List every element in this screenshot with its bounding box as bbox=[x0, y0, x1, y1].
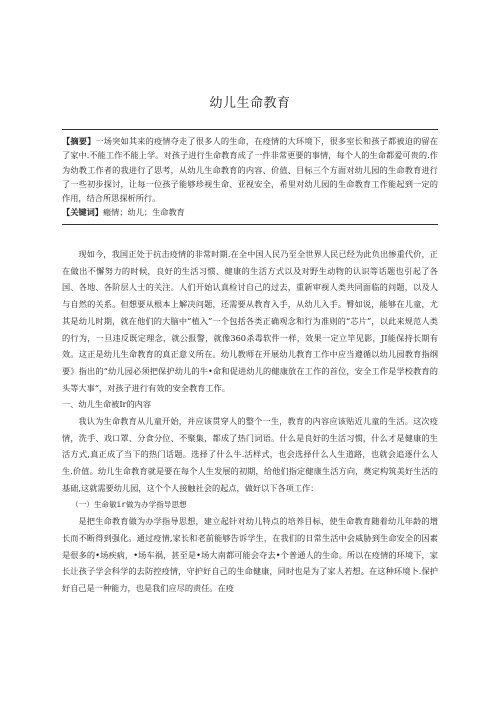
subsection-heading: （一）生命敏ir做为办学指导思想 bbox=[71, 499, 187, 509]
abstract-bottom-rule bbox=[62, 224, 438, 225]
keywords-text: 瘢情；幼儿；生命教育 bbox=[102, 207, 185, 218]
keywords-label: 【关键词】 bbox=[62, 207, 103, 218]
document-body bbox=[62, 246, 438, 597]
subsection-paragraph: 是把生命教育做为办学指导思想，建立起针对幼儿特点的培养目标，使生命教育随着幼儿年龄的增长而不断得到强化。通过疫情,家长和老前能够告诉学生，在我们的日常生活中会威胁到生命安全的因素是很多的•场疾病，•场车祸，甚至是•场大南都可能会夺去•个普通人的生命。所以在疫情的环境下，家长让孩子学会科学的去防控疫情，守护好自己的生命健康，同时也是为了家人若想。在这种环境卜.保护好自己是一种能力，也是我们应尽的责任。在疫 bbox=[62, 516, 438, 594]
intro-paragraph: 现如今，我国正处于抗击疫情的非常时期.在全中国人民乃至全世界人民已经为此负出惨重代价，正在做出不懈努力的时候，良好的生活习惯、健康的生活方式以及对野生动物的认识等话题也引起了各国、各地、各阶层人士的关注。人们开始认真检讨自己的过去，重新审视人类共同面临的问题，以及人与自然的关系。但想要从根本上解决问题，还需要从教育入手，从幼儿入手。臀如说，能够在儿童，尤其是幼儿时期，就在他们的大脑中“植入”一个包括各类正确观念和行为准则的“芯片”，以此来规范人类的行为，一旦违反既定理念，就公报警，就像360杀毒软件一样，效果一定立竿见影，JI能保持长期有效。这正是幼儿生命教育的真正意义所在。幼儿教师在开展幼儿教育工作中应当遵循以幼儿园教育指纲要》指出的“幼儿园必须把保护幼儿的牛•命和促进幼儿的健康放在工作的首位，安全工作是学校教育的头等大事“，对孩子进行有效的安全教育工作。 bbox=[62, 249, 438, 393]
document-title: 幼儿生命教育 bbox=[209, 96, 291, 111]
section-heading: 一、幼儿生命被Ir的内容 bbox=[62, 399, 152, 410]
section-paragraph: 我认为生命教育从儿童开始，并应该贯穿人的整个一生，教育的内容应该贴近儿童的生活。这次疫情，洗手、戏口罩、分食分位、不聚集，都成了热门词语。什么是良好的生活习惯，什么才是健康的生活方式,真正成了当下的热门话题。选择了什么牛.活样式，也会选择什么人生道路，也就会追逐什么人生.价值。幼儿生命教育就是要在每个人生发展的初期，给他们指定健康生活方向，奠定构筑美好生活的基础,这就需要幼儿园，这个个人接触社会的起点，做好以下各项工作： bbox=[62, 416, 438, 493]
abstract-label: 【摘要】 bbox=[62, 136, 96, 146]
abstract-text: 一场突如其来的疫情夺走了很多人的生命，在疫情的大环境下，很多室长和孩子都被迫的留在了家中.不能工作不能上学。对孩子进行生命教育成了一件非常更要的事情，每个人的生命都爱可贵的.作为幼教工作者的我进行了思考，从幼儿生命教育的内容、价值、目标三个方面对幼儿园的生命教育进行了一些初步探讨，让每一位孩子能够珍视生命、亚视安全，希里对幼儿园的生命教育工作能起到一定的作用，结合所思探析所行。 bbox=[62, 136, 438, 204]
abstract-top-rule bbox=[62, 129, 438, 130]
abstract-block bbox=[62, 134, 438, 220]
